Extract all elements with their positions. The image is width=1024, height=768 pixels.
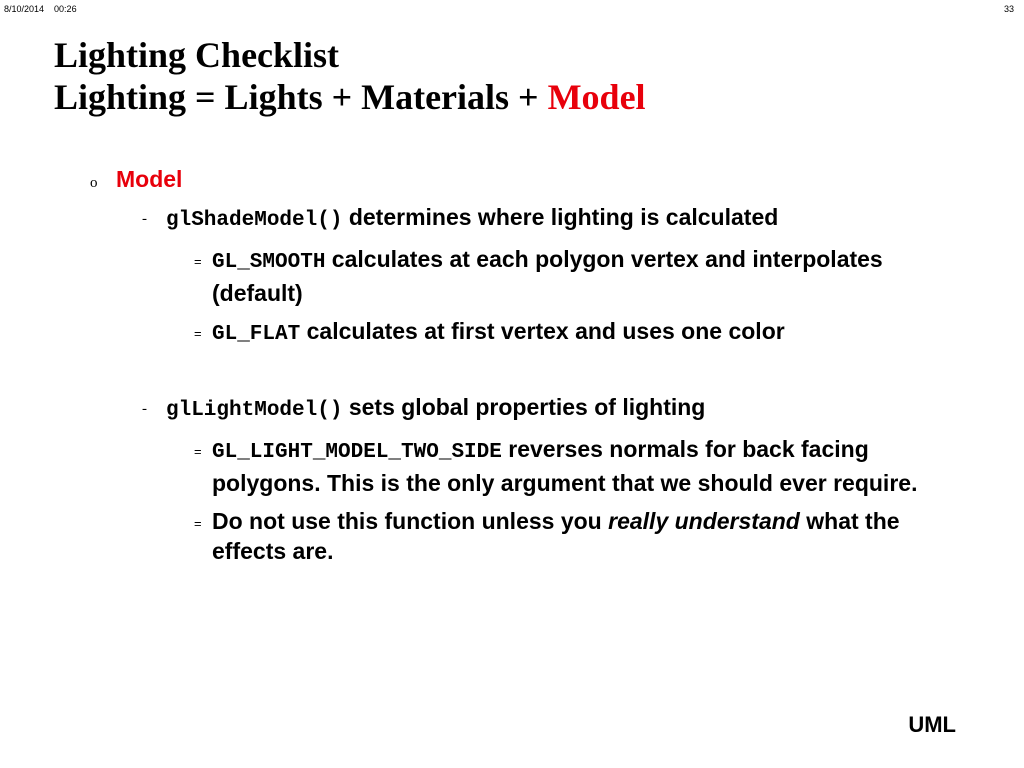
two-side-text — [212, 434, 952, 498]
bullet-light-model — [90, 392, 970, 426]
warning-emphasis: really understand — [608, 508, 800, 534]
warning-pre: Do not use this function unless you — [212, 508, 609, 534]
header-date — [4, 4, 77, 14]
shade-model-text — [166, 204, 778, 230]
gl-flat-text — [212, 316, 952, 350]
bullet-gl-smooth — [90, 244, 970, 308]
shade-model-code: glShadeModel() — [166, 209, 343, 232]
gl-smooth-text — [212, 244, 952, 308]
bullet-equals-icon: = — [194, 516, 202, 531]
bullet-gl-flat — [90, 316, 970, 350]
model-heading: Model — [116, 166, 183, 192]
light-model-text — [166, 394, 705, 420]
title-line-2-accent: Model — [547, 77, 646, 117]
bullet-warning — [90, 506, 970, 566]
gl-smooth-desc: calculates at each polygon vertex and interpolates (default) — [212, 246, 883, 306]
bullet-dash-icon: - — [142, 401, 147, 417]
title-line-1: Lighting Checklist — [54, 35, 340, 75]
bullet-equals-icon: = — [194, 254, 202, 269]
light-model-desc: sets global properties of lighting — [342, 394, 706, 420]
page-number: 33 — [1003, 4, 1014, 14]
two-side-code: GL_LIGHT_MODEL_TWO_SIDE — [212, 441, 502, 464]
title-line-2 — [54, 77, 646, 117]
spacer — [90, 350, 970, 384]
bullet-two-side — [90, 434, 970, 498]
two-side-desc: reverses normals for back facing polygons. This is the only argument that we should ever require. — [212, 436, 918, 496]
shade-model-desc: determines where lighting is calculated — [342, 204, 779, 230]
warning-text — [212, 506, 952, 566]
bullet-circle-icon: o — [90, 175, 98, 191]
bullet-equals-icon: = — [194, 444, 202, 459]
footer-label: UML — [908, 712, 956, 737]
warning-post: what the effects are. — [212, 508, 900, 564]
header-time-value: 00:26 — [54, 4, 77, 14]
slide-title — [54, 34, 646, 118]
gl-flat-desc: calculates at first vertex and uses one color — [300, 318, 785, 344]
title-line-2-prefix: Lighting = Lights + Materials + — [54, 77, 548, 117]
gl-smooth-code: GL_SMOOTH — [212, 251, 326, 274]
slide-content — [90, 164, 970, 566]
gl-flat-code: GL_FLAT — [212, 323, 301, 346]
bullet-equals-icon: = — [194, 326, 202, 341]
header-date-value: 8/10/2014 — [4, 4, 45, 14]
bullet-model — [90, 164, 970, 194]
bullet-shade-model — [90, 202, 970, 236]
light-model-code: glLightModel() — [166, 399, 343, 422]
bullet-dash-icon: - — [142, 211, 147, 227]
